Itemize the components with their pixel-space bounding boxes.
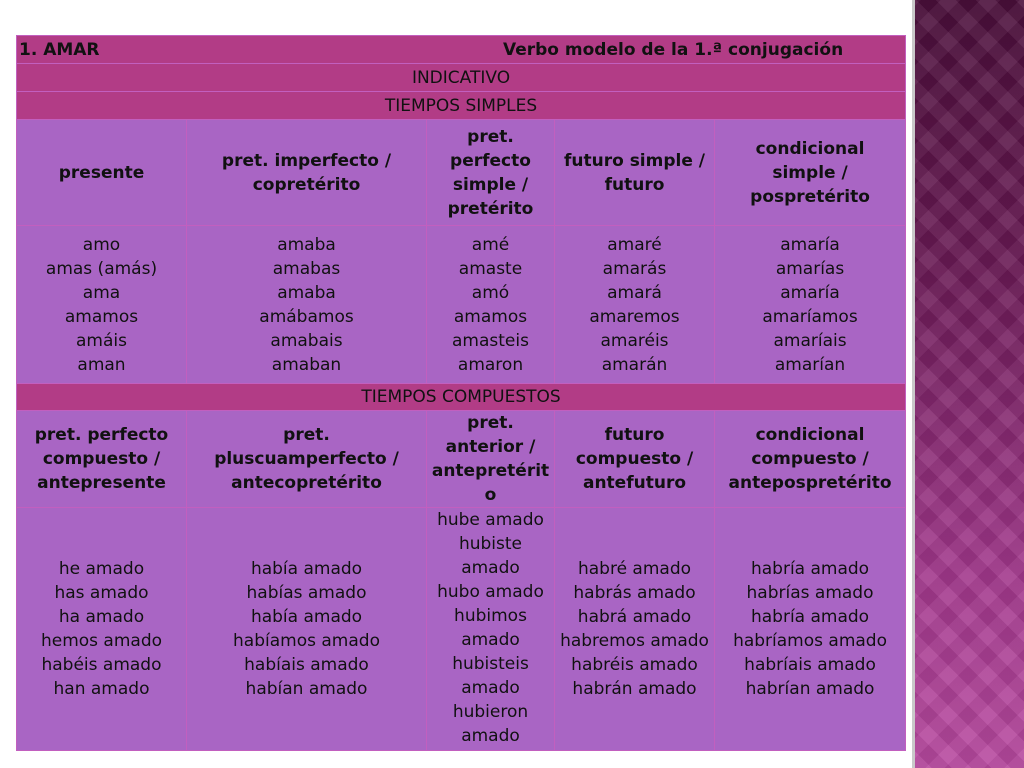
title-cell bbox=[17, 36, 906, 64]
compound-tense-form-line: había amado bbox=[250, 607, 363, 627]
compound-tense-forms-row bbox=[17, 508, 906, 751]
compound-tense-form-line: hubiste bbox=[458, 534, 523, 554]
compound-tense-form-line: habíais amado bbox=[244, 655, 369, 675]
simple-tense-name-line: pret. imperfecto / bbox=[221, 150, 392, 171]
simple-tense-name-line: condicional bbox=[755, 138, 865, 159]
simple-tense-form-line: amabas bbox=[272, 258, 341, 279]
simple-tense-forms-row bbox=[17, 226, 906, 384]
simple-tense-form-line: amaba bbox=[277, 234, 336, 255]
compound-tense-form-line: había amado bbox=[250, 559, 363, 579]
simple-tense-form-line: amáis bbox=[76, 330, 127, 351]
compound-tense-form-line: habríamos amado bbox=[733, 631, 887, 651]
compound-tense-form-line: habrás amado bbox=[573, 583, 696, 603]
compound-tense-form-line: habréis amado bbox=[571, 655, 698, 675]
verb-subtitle: Verbo modelo de la 1.ª conjugación bbox=[503, 39, 844, 60]
title-row bbox=[17, 36, 906, 64]
simple-tense-form-line: amaréis bbox=[600, 330, 669, 351]
compound-tense-form-line: habríais amado bbox=[744, 655, 876, 675]
compound-tense-form-line: habrían amado bbox=[745, 679, 875, 699]
simple-tense-form-line: amaría bbox=[780, 234, 840, 255]
compound-tense-name-line: futuro bbox=[604, 425, 665, 445]
side-band-edge bbox=[912, 0, 915, 768]
compound-tense-name-line: condicional bbox=[755, 425, 865, 445]
simple-tense-name-line: futuro bbox=[604, 174, 665, 195]
simple-tense-form-line: amasteis bbox=[452, 330, 529, 351]
simple-tense-form-line: amarás bbox=[602, 258, 667, 279]
simple-tense-form-line: amaremos bbox=[589, 306, 680, 327]
compound-tense-form-line: habré amado bbox=[577, 559, 692, 579]
simple-tense-form-line: amará bbox=[607, 282, 662, 303]
compound-tense-form-cell bbox=[555, 508, 715, 751]
simple-tense-form-line: amé bbox=[471, 234, 510, 255]
simple-tense-name-line: pret. bbox=[467, 126, 514, 147]
compound-tense-form-line: habías amado bbox=[246, 583, 367, 603]
compound-tense-form-line: hubimos bbox=[454, 606, 527, 626]
simple-tense-form-cell bbox=[555, 226, 715, 384]
compound-tense-name-cell bbox=[555, 411, 715, 508]
simple-tense-name-line: perfecto bbox=[450, 150, 531, 171]
simple-tense-form-line: amábamos bbox=[259, 306, 354, 327]
compound-tense-form-line: hube amado bbox=[437, 510, 544, 530]
compound-tense-form-line: ha amado bbox=[58, 607, 145, 627]
simple-tense-form-line: amaban bbox=[271, 354, 342, 375]
compound-tense-form-line: habéis amado bbox=[41, 655, 162, 675]
simple-tense-form-line: ama bbox=[82, 282, 121, 303]
compound-tense-name-line: anterior / bbox=[445, 437, 536, 457]
compound-tense-form-cell bbox=[427, 508, 555, 751]
simple-tense-form-cell bbox=[187, 226, 427, 384]
simple-tense-form-line: amamos bbox=[453, 306, 528, 327]
compound-tense-name-line: antepospretérito bbox=[728, 473, 892, 493]
compound-tense-name-cell bbox=[427, 411, 555, 508]
compound-tense-form-line: amado bbox=[461, 630, 520, 650]
compound-tense-name-cell bbox=[17, 411, 187, 508]
simple-tense-name-line: presente bbox=[58, 162, 145, 183]
compound-heading-row bbox=[17, 384, 906, 411]
compound-tense-form-line: habían amado bbox=[245, 679, 368, 699]
compound-tense-form-line: hubisteis bbox=[452, 654, 529, 674]
compound-tense-form-line: amado bbox=[461, 726, 520, 746]
simple-tense-form-cell bbox=[17, 226, 187, 384]
decorative-side-band bbox=[912, 0, 1024, 768]
simple-tense-name-cell bbox=[555, 120, 715, 226]
compound-tense-name-cell bbox=[187, 411, 427, 508]
simple-tense-form-cell bbox=[427, 226, 555, 384]
compound-tense-form-line: he amado bbox=[58, 559, 145, 579]
simple-tense-form-line: amo bbox=[82, 234, 121, 255]
simple-heading-row bbox=[17, 92, 906, 120]
simple-tense-name-line: copretérito bbox=[252, 174, 361, 195]
simple-tense-form-line: amaríamos bbox=[762, 306, 858, 327]
compound-tense-form-line: amado bbox=[461, 678, 520, 698]
compound-tense-form-line: habíamos amado bbox=[233, 631, 380, 651]
simple-tense-form-line: amaríais bbox=[773, 330, 847, 351]
compound-tense-form-cell bbox=[187, 508, 427, 751]
compound-tense-form-line: han amado bbox=[53, 679, 150, 699]
mood-row bbox=[17, 64, 906, 92]
compound-tense-name-line: antefuturo bbox=[582, 473, 687, 493]
compound-tense-name-cell bbox=[715, 411, 906, 508]
simple-tense-name-line: simple / bbox=[452, 174, 529, 195]
compound-tense-form-line: habrías amado bbox=[746, 583, 874, 603]
compound-tense-form-line: habremos amado bbox=[560, 631, 709, 651]
compound-tense-form-line: hubieron bbox=[452, 702, 529, 722]
compound-tense-form-line: has amado bbox=[54, 583, 149, 603]
simple-tense-form-line: amaron bbox=[457, 354, 524, 375]
simple-tense-form-line: amó bbox=[471, 282, 510, 303]
compound-tense-name-line: pluscuamperfecto / bbox=[214, 449, 399, 469]
simple-tense-name-cell bbox=[187, 120, 427, 226]
simple-tense-name-cell bbox=[427, 120, 555, 226]
simple-tense-names-row bbox=[17, 120, 906, 226]
compound-tense-form-line: hubo amado bbox=[437, 582, 544, 602]
simple-tense-form-cell bbox=[715, 226, 906, 384]
compound-tense-name-line: compuesto / bbox=[42, 449, 161, 469]
simple-tense-form-line: amaría bbox=[780, 282, 840, 303]
simple-tenses-heading: TIEMPOS SIMPLES bbox=[17, 92, 906, 120]
simple-tense-name-line: pretérito bbox=[447, 198, 534, 219]
compound-tense-name-line: antecopretérito bbox=[231, 473, 382, 493]
compound-tense-names-row bbox=[17, 411, 906, 508]
simple-tense-form-line: amamos bbox=[64, 306, 139, 327]
compound-tense-form-line: habría amado bbox=[750, 559, 870, 579]
compound-tense-name-line: pret. perfecto bbox=[34, 425, 169, 445]
simple-tense-name-line: simple / bbox=[772, 162, 848, 183]
compound-tense-name-line: antepretérit bbox=[431, 461, 550, 481]
simple-tense-form-line: amarías bbox=[775, 258, 845, 279]
simple-tense-form-line: amaste bbox=[458, 258, 523, 279]
simple-tense-name-cell bbox=[17, 120, 187, 226]
simple-tense-form-line: amaré bbox=[607, 234, 662, 255]
simple-tense-form-line: amaba bbox=[277, 282, 336, 303]
compound-tense-form-line: habrán amado bbox=[572, 679, 697, 699]
simple-tense-form-line: aman bbox=[77, 354, 126, 375]
simple-tense-name-cell bbox=[715, 120, 906, 226]
compound-tense-name-line: pret. bbox=[467, 413, 514, 433]
simple-tense-name-line: futuro simple / bbox=[563, 150, 706, 171]
compound-tense-form-line: habría amado bbox=[750, 607, 870, 627]
compound-tense-name-line: compuesto / bbox=[575, 449, 694, 469]
compound-tense-form-line: habrá amado bbox=[577, 607, 692, 627]
conjugation-table bbox=[16, 35, 906, 751]
simple-tense-name-line: pospretérito bbox=[750, 186, 870, 207]
compound-tense-form-cell bbox=[715, 508, 906, 751]
compound-tense-name-line: pret. bbox=[283, 425, 330, 445]
compound-tense-name-line: compuesto / bbox=[751, 449, 869, 469]
compound-tense-form-line: hemos amado bbox=[40, 631, 163, 651]
verb-title: 1. AMAR bbox=[19, 39, 100, 60]
mood-heading: INDICATIVO bbox=[17, 64, 906, 92]
compound-tense-name-line: o bbox=[484, 485, 497, 505]
compound-tense-name-line: antepresente bbox=[37, 473, 166, 493]
simple-tense-form-line: amarán bbox=[601, 354, 668, 375]
compound-tenses-heading: TIEMPOS COMPUESTOS bbox=[17, 384, 906, 411]
compound-tense-form-line: amado bbox=[461, 558, 520, 578]
simple-tense-form-line: amarían bbox=[774, 354, 846, 375]
simple-tense-form-line: amabais bbox=[270, 330, 343, 351]
simple-tense-form-line: amas (amás) bbox=[45, 258, 158, 279]
compound-tense-form-cell bbox=[17, 508, 187, 751]
